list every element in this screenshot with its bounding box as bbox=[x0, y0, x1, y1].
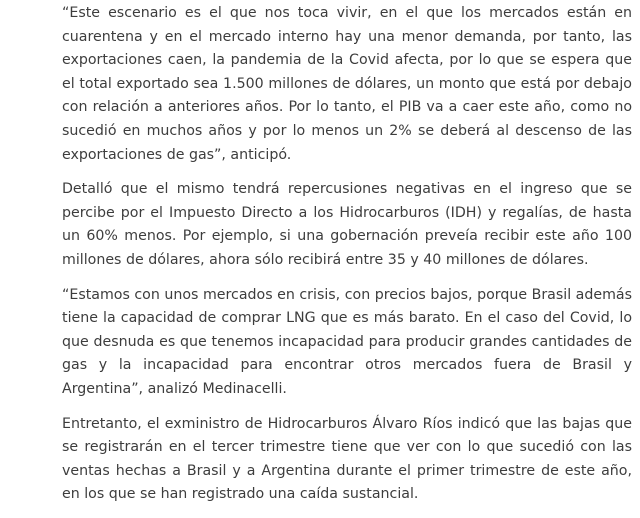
article-paragraph-2: Detalló que el mismo tendrá repercusiones negativas en el ingreso que se percibe por el Impuesto Directo a los Hidrocarburos (IDH) y regalías, de hasta un 60% menos. Por ejemplo, si una gobernación preveía recibir este año 100 millones de dólares, ahora sólo recibirá entre 35 y 40 millones de dólares. bbox=[62, 181, 632, 268]
article-paragraph-1: “Este escenario es el que nos toca vivir, en el que los mercados están en cuarentena y en el mercado interno hay una menor demanda, por tanto, las exportaciones caen, la pandemia de la Covid afecta, por lo que se espera que el total exportado sea 1.500 millones de dólares, un monto que está por debajo con relación a anteriores años. Por lo tanto, el PIB va a caer este año, como no sucedió en muchos años y por lo menos un 2% se deberá al descenso de las exportaciones de gas”, anticipó. bbox=[62, 5, 632, 163]
article-body bbox=[62, 2, 632, 518]
article-paragraph-4: Entretanto, el exministro de Hidrocarburos Álvaro Ríos indicó que las bajas que se registrarán en el tercer trimestre tiene que ver con lo que sucedió con las ventas hechas a Brasil y a Argentina durante el primer trimestre de este año, en los que se han registrado una caída sustancial. bbox=[62, 415, 632, 503]
article-paragraph-3: “Estamos con unos mercados en crisis, con precios bajos, porque Brasil además tiene la capacidad de comprar LNG que es más barato. En el caso del Covid, lo que desnuda es que tenemos incapacidad para producir grandes cantidades de gas y la incapacidad para encontrar otros mercados fuera de Brasil y Argentina”, analizó Medinacelli. bbox=[62, 286, 632, 397]
